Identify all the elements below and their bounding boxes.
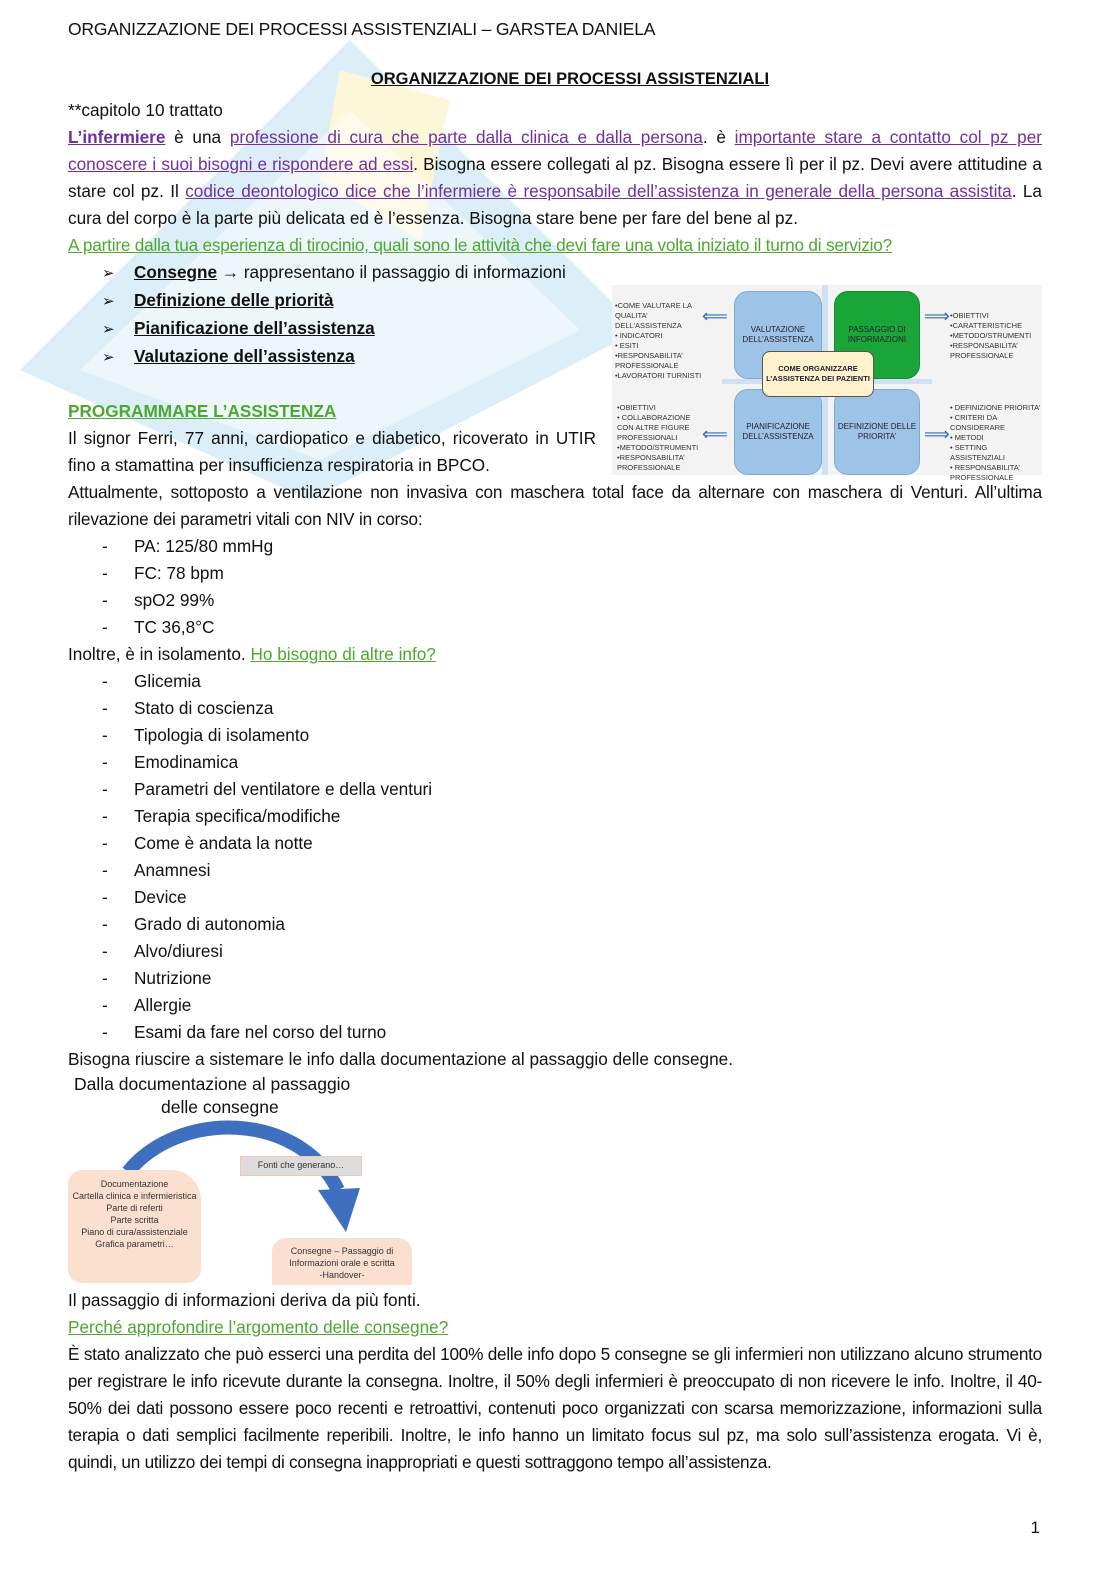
dash-bullet: -	[102, 860, 108, 880]
left-arrow-icon: ⟸	[702, 424, 728, 444]
dash-bullet: -	[102, 995, 108, 1015]
center-label: COME ORGANIZZARE L’ASSISTENZA DEI PAZIENTI	[766, 364, 870, 383]
dash-bullet: -	[102, 833, 108, 853]
note-bottom-right	[950, 403, 1042, 483]
arrow-bullet-icon: ➢	[102, 321, 115, 338]
text-run: . Bisogna essere collegati al pz. Bisogna essere lì per il pz. Devi avere attitudine a stare col pz. Il	[68, 154, 1042, 201]
diagram2-title-line2: delle consegne	[161, 1097, 279, 1117]
highlight-contatto: importante stare a contatto col pz per conoscere i suoi bisogni e rispondere ad essi	[68, 127, 1043, 174]
text-run: . è	[702, 127, 735, 147]
dash-bullet: -	[102, 806, 108, 826]
arrow-bullet-icon: ➢	[102, 349, 115, 366]
highlight-codice: codice deontologico dice che l’infermiere è responsabile dell’assistenza in generale della persona assistita	[185, 181, 1012, 201]
dash-bullet: -	[102, 941, 108, 961]
note-top-left	[615, 301, 703, 381]
dash-bullet: -	[102, 752, 108, 772]
fonti-label-box: Fonti che generano…	[240, 1156, 362, 1176]
left-arrow-icon: ⟸	[702, 306, 728, 326]
intro-paragraph	[68, 124, 1042, 232]
right-arrow-icon: ⟹	[924, 306, 950, 326]
note-line: •CARATTERISTICHE	[950, 321, 1023, 330]
document-title: ORGANIZZAZIONE DEI PROCESSI ASSISTENZIALI	[370, 70, 770, 88]
box-line: Parte scritta	[110, 1215, 159, 1225]
info-item	[102, 803, 1042, 830]
question-consegne: Perché approfondire l’argomento delle consegne?	[68, 1317, 449, 1337]
info-label: Alvo/diuresi	[134, 941, 223, 961]
info-label: Device	[134, 887, 187, 907]
note-line: • CRITERI DA CONSIDERARE	[950, 413, 1006, 432]
dash-bullet: -	[102, 563, 108, 583]
info-label: Glicemia	[134, 671, 201, 691]
box-definizione	[834, 389, 920, 475]
info-label: Emodinamica	[134, 752, 239, 772]
highlight-professione: professione di cura che parte dalla clinica e dalla persona	[229, 127, 703, 147]
highlight-infermiere: L’infermiere	[68, 127, 166, 147]
info-item	[102, 857, 1042, 884]
note-line: • INDICATORI	[615, 331, 663, 340]
info-item	[102, 749, 1042, 776]
question-tirocinio: A partire dalla tua esperienza di tirocinio, quali sono le attività che devi fare una volta iniziato il turno di servizio?	[68, 235, 892, 255]
chapter-note: **capitolo 10 trattato	[68, 100, 223, 120]
info-item	[102, 965, 1042, 992]
info-item	[102, 884, 1042, 911]
info-item	[102, 1019, 1042, 1046]
note-line: • DEFINIZIONE PRIORITA’	[950, 403, 1041, 412]
box-line: -Handover-	[319, 1270, 365, 1280]
box-pianificazione	[734, 389, 822, 475]
info-item	[102, 992, 1042, 1019]
diagram2-title-line1: Dalla documentazione al passaggio	[74, 1074, 351, 1094]
info-item	[102, 695, 1042, 722]
info-needed-list	[68, 668, 1042, 1046]
info-label: Nutrizione	[134, 968, 212, 988]
case-paragraph-1: Il signor Ferri, 77 anni, cardiopatico e diabetico, ricoverato in UTIR fino a stamattina per insufficienza respiratoria in BPCO.	[68, 428, 596, 475]
activity-item	[102, 259, 1042, 287]
note-line: •RESPONSABILITA’ PROFESSIONALE	[615, 351, 683, 370]
dash-bullet: -	[102, 914, 108, 934]
box-line: Documentazione	[100, 1179, 169, 1189]
info-item	[102, 776, 1042, 803]
info-label: Terapia specifica/modifiche	[134, 806, 341, 826]
consegne-box	[272, 1238, 412, 1285]
info-item	[102, 722, 1042, 749]
sistemare-paragraph: Bisogna riuscire a sistemare le info dalla documentazione al passaggio delle consegne.	[68, 1049, 733, 1069]
note-line: •RESPONSABILITA’ PROFESSIONALE	[617, 453, 685, 472]
final-paragraph: È stato analizzato che può esserci una perdita del 100% delle info dopo 5 consegne se gli infermieri non utilizzano alcuno strumento per registrare le info ricevute durante la consegna. Inoltre, il 50% degli infermieri è preoccupato di non ricevere le info. Inoltre, il 40-50% dei dati possono essere poco recenti e retroattivi, contenuti poco organizzati con scarsa memorizzazione, informazioni sulla terapia o dati semplici facilmente reperibili. Inoltre, le info hanno un limitato focus sul pz, ma solo sull’assistenza erogata. Vi è, quindi, un utilizzo dei tempi di consegna inappropriati e questi sottraggono tempo all’assistenza.	[68, 1344, 1042, 1472]
box-line: Cartella clinica e infermieristica	[72, 1191, 197, 1201]
note-line: •METODO/STRUMENTI	[950, 331, 1032, 340]
box-line: Parte di referti	[106, 1203, 163, 1213]
dash-bullet: -	[102, 968, 108, 988]
arrow-bullet-icon: ➢	[102, 265, 115, 282]
organizzare-assistenza-diagram	[612, 285, 1042, 482]
text-run: . La cura del corpo è la parte più delicata ed è l’essenza. Bisogna stare bene per fare del bene al pz.	[68, 181, 1042, 228]
info-label: Anamnesi	[134, 860, 211, 880]
note-line: •RESPONSABILITA’ PROFESSIONALE	[950, 341, 1018, 360]
info-item	[102, 830, 1042, 857]
box-center	[762, 351, 874, 397]
dash-bullet: -	[102, 671, 108, 691]
info-label: Tipologia di isolamento	[134, 725, 310, 745]
box-line: Consegne – Passaggio di Informazioni orale e scritta	[289, 1246, 395, 1268]
note-bottom-left	[617, 403, 705, 473]
info-item	[102, 938, 1042, 965]
page-header: ORGANIZZAZIONE DEI PROCESSI ASSISTENZIALI – GARSTEA DANIELA	[68, 19, 656, 39]
fonti-paragraph: Il passaggio di informazioni deriva da più fonti.	[68, 1290, 421, 1310]
note-line: •LAVORATORI TURNISTI	[615, 371, 702, 380]
documentation-box	[68, 1170, 201, 1283]
activity-label: Definizione delle priorità	[134, 290, 334, 310]
note-line: •METODO/STRUMENTI	[617, 443, 699, 452]
info-item	[102, 668, 1042, 695]
vital-item	[102, 533, 1042, 560]
dash-bullet: -	[102, 1022, 108, 1042]
page-number: 1	[1030, 1518, 1040, 1537]
case-paragraph-2: Attualmente, sottoposto a ventilazione non invasiva con maschera total face da alternare con maschera di Venturi. All’ultima rilevazione dei parametri vitali con NIV in corso:	[68, 482, 1042, 529]
note-line: • ESITI	[615, 341, 639, 350]
note-top-right	[950, 311, 1040, 361]
dash-bullet: -	[102, 725, 108, 745]
note-line: •OBIETTIVI	[950, 311, 989, 320]
box-line: Piano di cura/assistenziale	[81, 1227, 188, 1237]
box-label: VALUTAZIONE DELL’ASSISTENZA	[742, 325, 814, 344]
info-label: Stato di coscienza	[134, 698, 274, 718]
arrow-bullet-icon: ➢	[102, 293, 115, 310]
box-label: PASSAGGIO DI INFORMAZIONI	[847, 325, 907, 344]
vital-value: spO2 99%	[134, 590, 215, 610]
dash-bullet: -	[102, 536, 108, 556]
vital-value: FC: 78 bpm	[134, 563, 224, 583]
note-line: • SETTING ASSISTENZIALI	[950, 443, 1006, 462]
activity-label: Valutazione dell’assistenza	[134, 346, 355, 366]
note-line: • RESPONSABILITA’ PROFESSIONALE	[950, 463, 1020, 482]
note-line: •OBIETTIVI	[617, 403, 656, 412]
vitals-list	[68, 533, 1042, 641]
dash-bullet: -	[102, 887, 108, 907]
info-label: Come è andata la notte	[134, 833, 313, 853]
vital-item	[102, 560, 1042, 587]
consegne-flow-diagram	[68, 1120, 413, 1285]
isolation-text: Inoltre, è in isolamento.	[68, 644, 251, 664]
activity-label: Consegne	[134, 262, 218, 282]
note-line: • COLLABORAZIONE CON ALTRE FIGURE PROFESSIONALI	[617, 413, 691, 442]
info-label: Esami da fare nel corso del turno	[134, 1022, 387, 1042]
dash-bullet: -	[102, 590, 108, 610]
info-label: Grado di autonomia	[134, 914, 285, 934]
dash-bullet: -	[102, 779, 108, 799]
info-label: Parametri del ventilatore e della venturi	[134, 779, 433, 799]
text-run: è una	[165, 127, 230, 147]
vital-item	[102, 614, 1042, 641]
dash-bullet: -	[102, 617, 108, 637]
box-line: Grafica parametri…	[95, 1239, 174, 1249]
info-label: Allergie	[134, 995, 192, 1015]
question-altre-info: Ho bisogno di altre info?	[250, 644, 436, 664]
note-line: •COME VALUTARE LA QUALITA’ DELL’ASSISTENZA	[615, 301, 692, 330]
isolation-line	[68, 641, 1042, 668]
right-arrow-icon: ⟹	[924, 424, 950, 444]
activity-label: Pianificazione dell’assistenza	[134, 318, 375, 338]
info-item	[102, 911, 1042, 938]
note-line: • METODI	[950, 433, 984, 442]
vital-item	[102, 587, 1042, 614]
document-body-continued	[68, 1287, 1042, 1476]
activity-text: → rappresentano il passaggio di informazioni	[217, 262, 566, 282]
vital-value: PA: 125/80 mmHg	[134, 536, 274, 556]
dash-bullet: -	[102, 698, 108, 718]
box-label: DEFINIZIONE DELLE PRIORITA’	[837, 422, 917, 441]
box-label: PIANIFICAZIONE DELL’ASSISTENZA	[742, 422, 814, 441]
document-body	[68, 66, 1042, 1119]
section-programmare: PROGRAMMARE L’ASSISTENZA	[68, 401, 337, 421]
vital-value: TC 36,8°C	[134, 617, 215, 637]
